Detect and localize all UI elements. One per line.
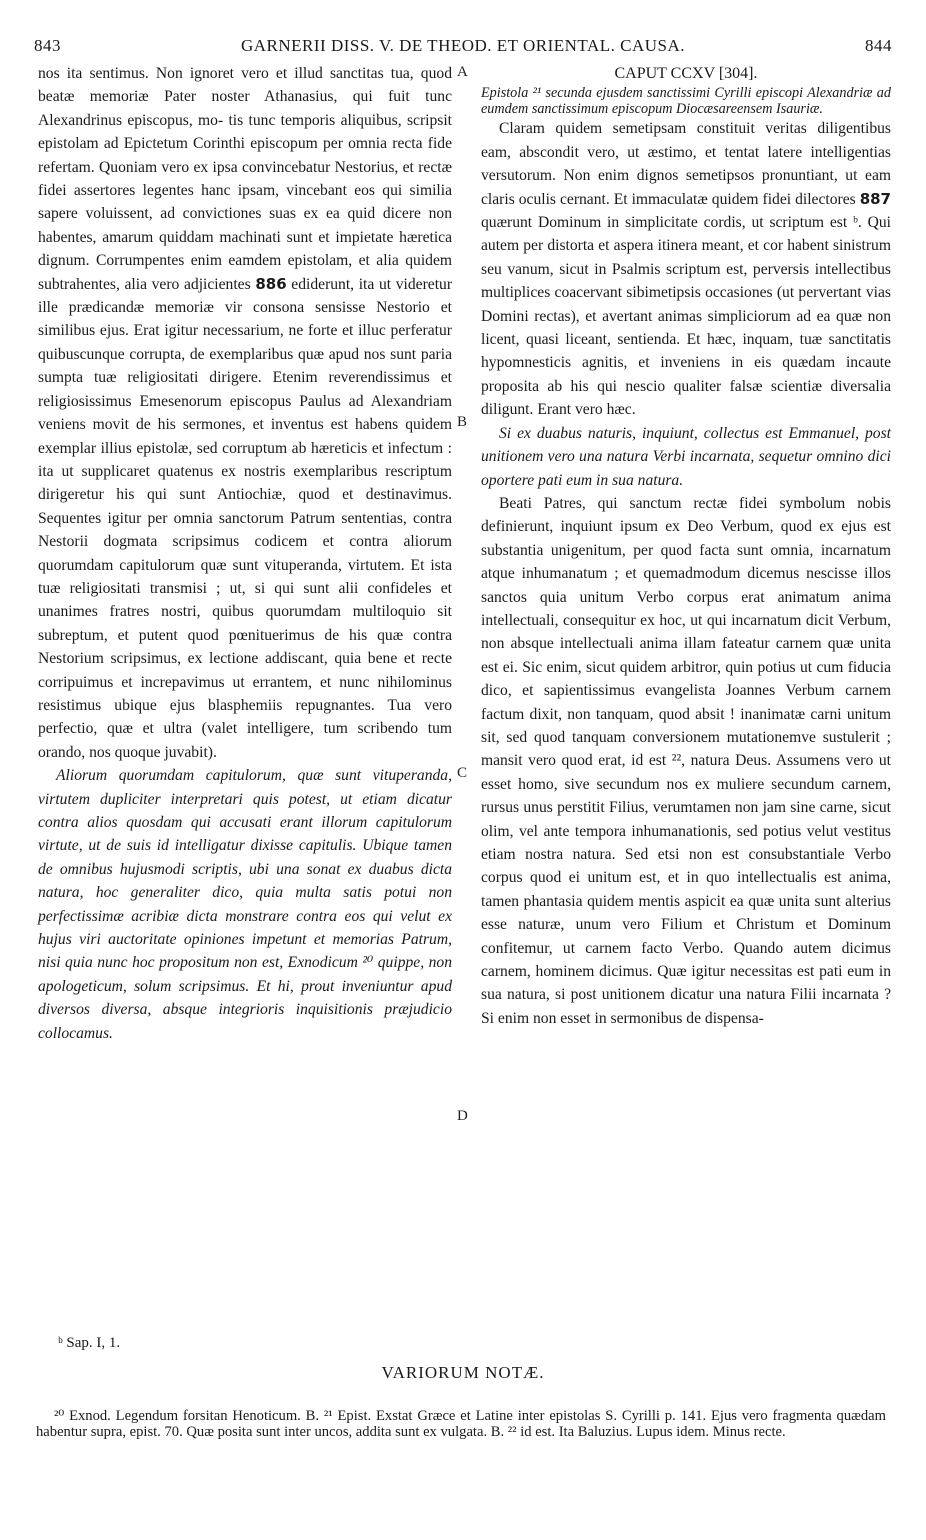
right-column xyxy=(481,62,891,1030)
left-paragraph-1-text-b: ediderunt, ita ut videretur ille prædicandæ memoriæ vir consona sensisse Nestorio et similibus ejus. Erat igitur necessarium, ne forte et illuc perferatur quibuscunque corrupta, de exemplaribus quæ apud nos sunt paria sumpta tuæ religiositati dirigere. Etenim reverendissimus et religiosissimus Emesenorum episcopus Paulus ad Alexandriam veniens movit de his sermones, et inventus est habens quidem exemplar illius epistolæ, sed corruptum ab hæreticis et infectum : ita ut supplicaret quatenus ex nostris exemplaribus rescriptum dirigeretur his qui sunt Antiochiæ, quod et destinavimus. Sequentes igitur per omnia sanctorum Patrum sententias, contra Nestorii dogmata scripsimus codicem et contra aliorum quorumdam capitulorum quæ sunt vituperanda, virtutem. Et ista tuæ religiositati transmisi ; ut, si qui sunt alii confideles et unanimes fratres nostri, quibus quorumdam multiloquio sit subreptum, et putent quod pœnituerimus de his quæ contra Nestorium scripsimus, ex lectione addiscant, quia bene et recte corripuimus et increpavimus ut errantem, et nunc nihilominus resistimus ubique ejus blasphemiis repugnantes. Tua vero perfectio, quæ et ultra (valet intelligere, tum scribendo tum orando, nos quoque juvabit). xyxy=(38,275,453,761)
page-number-right: 844 xyxy=(865,36,892,55)
chapter-heading: CAPUT CCXV [304]. xyxy=(614,65,758,82)
running-header xyxy=(30,36,896,62)
margin-letter-d: D xyxy=(457,1108,468,1124)
variorum-notes xyxy=(36,1408,886,1441)
footnote: ᵇ Sap. I, 1. xyxy=(58,1335,121,1351)
right-paragraph-1 xyxy=(481,117,891,421)
right-paragraph-3: Beati Patres, qui sanctum rectæ fidei symbolum nobis definierunt, inquiunt ipsum ex Deo Verbum, quod ex ejus est substantia unigenitum, per quod facta sunt omnia, incarnatum atque inhumanatum ; et quemadmodum dicemus nescisse illos sanctos quia unitum Verbo corpus erat animatum anima intellectuali, consequitur ex hoc, ut qui incarnatum dicit Verbum, non absque intellectuali anima illam fateatur carnem quæ unita est ei. Sic enim, sicut quidem arbitror, quin potius ut cum fiducia dico, et sapientissimus evangelista Joannes Verbum carnem factum dixit, non tanquam, quod absit ! inanimatæ carni unitum sit, sed quod tanquam conversionem mutationemve sustulerit ; mansit vero quod erat, id est ²², natura Deus. Assumens vero ut esset homo, sive secundum nos ex muliere secundum carnem, rursus unus perstitit Filius, verumtamen non jam sine carne, sicut olim, vel ante tempora inhumanationis, sed potius velut vestitus etiam nostra natura. Sed etsi non est consubstantiale Verbo corpus quod ei unitum est, et in quo intellectualis est anima, tamen phantasia quidem mentis aspicit ea quæ unita sunt alterius esse naturæ, unum vero Filium et Christum et Dominum confitemur, ut carnem facto Verbo. Quando autem dicimus carnem, hominem dicimus. Quæ igitur necessitas est pati eum in sua natura, si post unitionem dicatur una natura Filii incarnata ? Si enim non esset in sermonibus de dispensa- xyxy=(481,494,891,1027)
notes-text: ²⁰ Exnod. Legendum forsitan Henoticum. B. ²¹ Epist. Exstat Græce et Latine inter epistolas S. Cyrilli p. 141. Ejus vero fragmenta quædam habentur supra, epist. 70. Quæ posita sunt inter uncos, addita sunt ex vulgata. B. ²² id est. Ita Baluzius. Lupus idem. Minus recte. xyxy=(36,1408,886,1441)
left-paragraph-1 xyxy=(38,62,452,764)
right-paragraph-1-text-a: Claram quidem semetipsam constituit veritas diligentibus eam, abscondit vero, ut æstimo, et tentat latere intelligentias versutorum. Non enim dignos semetipsos pronuntiant, ut eam claris oculis cernant. Et immaculatæ quidem fidei dilectores xyxy=(481,120,891,208)
right-paragraph-2: Si ex duabus naturis, inquiunt, collectus est Emmanuel, post unitionem vero una natura Verbi incarnata, sequetur omnino dici oportere pati eum in sua natura. xyxy=(481,424,891,489)
right-paragraph-1-text-b: quærunt Dominum in simplicitate cordis, ut scriptum est ᵇ. Qui autem per distorta et aspera itinera meant, et cor habent sinistrum seu vanum, sicut in Psalmis scriptum est, perversis intellectibus multiplices coacervant sibimetipsis occasiones (ut pervertant vias Domini rectas), et avertant animas simpliciorum ad ea quæ non licent, quasi liceant, sentienda. Et hæc, inquam, tuæ sanctitatis hypomnesticis agnitis, et inveniens in eis quædam incaute proposita ab his qui nescio qualiter falsæ scientiæ diversalia diligunt. Erant vero hæc. xyxy=(481,214,891,419)
margin-letter-b: B xyxy=(457,414,468,430)
margin-letter-a: A xyxy=(457,64,468,80)
page-number-left: 843 xyxy=(34,36,61,55)
margin-letter-c: C xyxy=(457,765,468,781)
left-column xyxy=(38,62,452,1045)
left-paragraph-1-text-a: nos ita sentimus. Non ignoret vero et illud sanctitas tua, quod beatæ memoriæ Pater noster Athanasius, qui fuit tunc Alexandrinus episcopus, mo- tis tunc temporis aliquibus, scripsit epistolam ad Epictetum Corinthi episcopum per omnia recta fide refertam. Quoniam vero ex ipsa convincebatur Nestorius, et rectæ fidei assertores legentes hanc ipsam, vincebant eos qui similia sapere voluissent, ad convictiones suas ex ea quid dicere non habentes, amarum quiddam machinati sunt et impietate hæretica dignum. Corrumpentes enim eamdem epistolam, et alia quidem subtrahentes, alia vero adjicientes xyxy=(38,65,452,293)
column-number-886: 886 xyxy=(255,274,287,293)
running-title: GARNERII DISS. V. DE THEOD. ET ORIENTAL. CAUSA. xyxy=(240,36,685,55)
left-paragraph-2: Aliorum quorumdam capitulorum, quæ sunt vituperanda, virtutem dupliciter interpretari quis potest, ut etiam dicatur contra alios quosdam qui accusati erant illorum capitulorum virtute, ut de suis id intelligatur dixisse capitulis. Ubique tamen de omnibus hujusmodi scriptis, ubi una sonat ex duabus dicta natura, hoc generaliter dico, quia multa satis potui non perfectissimæ acribiæ dicta monstrare contra eos qui velut ex hujus viri auctoritate opiniones impetunt et memorias Patrum, nisi quia nunc hoc propositum non est, Exnodicum ²⁰ quippe, non apologeticum, solum scripsimus. Et hi, prout inveniuntur apud diversos diversa, absque integrioris inquisitionis præjudicio collocamus. xyxy=(38,767,452,1042)
column-number-887: 887 xyxy=(859,189,891,208)
epistle-title: Epistola ²¹ secunda ejusdem sanctissimi Cyrilli episcopi Alexandriæ ad eumdem sanctissimum episcopum Diocæsareensem Isauriæ. xyxy=(481,85,891,118)
notes-heading: VARIORUM NOTÆ. xyxy=(381,1363,545,1382)
